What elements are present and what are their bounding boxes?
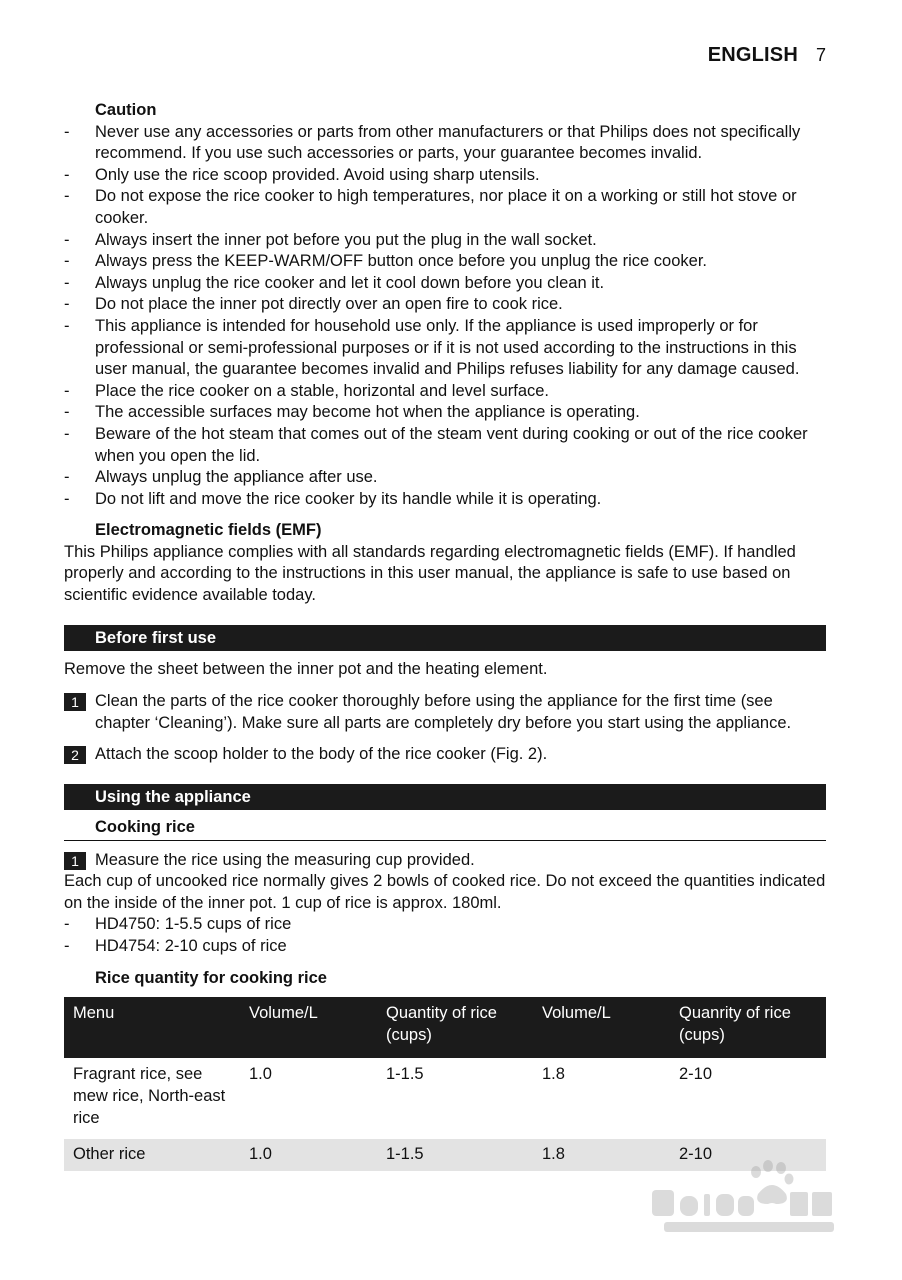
step-number-badge: 1 [64, 693, 86, 711]
list-item: - Never use any accessories or parts from other manufacturers or that Philips does not specifically recommend. If you use such accessories or parts, your guarantee becomes invalid. [64, 122, 826, 165]
column-header: Menu [64, 997, 240, 1058]
table-cell: 1.8 [542, 1065, 565, 1084]
language-label: ENGLISH [707, 44, 798, 66]
table-cell: 2-10 [670, 1139, 826, 1171]
step-1 [64, 691, 826, 734]
cooking-paragraph: Each cup of uncooked rice normally gives 2 bowls of cooked rice. Do not exceed the quantities indicated on the inside of the inner pot. 1 cup of rice is approx. 180ml. [64, 872, 826, 912]
table-cell: 1.0 [240, 1139, 377, 1171]
list-item: - Do not expose the rice cooker to high temperatures, nor place it on a working or still hot stove or cooker. [64, 186, 826, 229]
cooking-rice-heading: Cooking rice [64, 817, 826, 841]
column-header: Quanrity of rice (cups) [670, 997, 826, 1058]
list-item: - Only use the rice scoop provided. Avoid using sharp utensils. [64, 165, 826, 187]
table-cell: 1-1.5 [386, 1065, 424, 1084]
baidu-watermark-logo [644, 1150, 840, 1238]
list-item: - Do not place the inner pot directly over an open fire to cook rice. [64, 294, 826, 316]
using-appliance-heading: Using the appliance [64, 784, 826, 810]
table-cell: Fragrant rice, see mew rice, North-east rice [73, 1065, 226, 1127]
list-item: - Do not lift and move the rice cooker by its handle while it is operating. [64, 489, 826, 511]
list-item: - Always unplug the appliance after use. [64, 467, 826, 489]
table-cell: Other rice [64, 1139, 240, 1171]
page-header [708, 44, 826, 67]
table-cell: 2-10 [679, 1065, 713, 1084]
step-text: Measure the rice using the measuring cup provided. [95, 850, 475, 869]
list-item: - Beware of the hot steam that comes out of the steam vent during cooking or out of the rice cooker when you open the lid. [64, 424, 826, 467]
list-item: - Always insert the inner pot before you put the plug in the wall socket. [64, 230, 826, 252]
step-2 [64, 744, 826, 766]
list-item: - Place the rice cooker on a stable, horizontal and level surface. [64, 381, 826, 403]
table-cell: 1.8 [533, 1139, 670, 1171]
model-list [64, 914, 826, 957]
list-item: - Always press the KEEP-WARM/OFF button once before you unplug the rice cooker. [64, 251, 826, 273]
cooking-step-1 [64, 850, 826, 872]
list-item: - HD4754: 2-10 cups of rice [64, 936, 826, 958]
emf-paragraph: This Philips appliance complies with all standards regarding electromagnetic fields (EMF). If handled properly and according to the instructions in this user manual, the appliance is safe to use based on scientific evidence available today. [64, 542, 796, 605]
caution-list [64, 122, 826, 511]
rice-quantity-table [64, 997, 826, 1171]
before-first-use-intro: Remove the sheet between the inner pot and the heating element. [64, 659, 548, 678]
list-item: - The accessible surfaces may become hot when the appliance is operating. [64, 402, 826, 424]
page-number: 7 [815, 45, 826, 65]
emf-heading: Electromagnetic fields (EMF) [95, 521, 322, 540]
column-header: Volume/L [533, 997, 670, 1058]
table-row [64, 1058, 826, 1139]
column-header: Quantity of rice (cups) [377, 997, 533, 1058]
step-number-badge: 2 [64, 746, 86, 764]
before-first-use-heading: Before first use [64, 625, 826, 651]
step-text: Attach the scoop holder to the body of the rice cooker (Fig. 2). [95, 745, 548, 764]
step-text: Clean the parts of the rice cooker thoroughly before using the appliance for the first time (see chapter ‘Cleaning’). Make sure all parts are completely dry before you start using the appliance. [95, 692, 792, 732]
column-header: Volume/L [240, 997, 377, 1058]
list-item: - Always unplug the rice cooker and let it cool down before you clean it. [64, 273, 826, 295]
step-number-badge: 1 [64, 852, 86, 870]
list-item: - This appliance is intended for household use only. If the appliance is used improperly or for professional or semi-professional purposes or if it is not used according to the instructions in this user manual, the guarantee becomes invalid and Philips refuses liability for any damage caused. [64, 316, 826, 381]
list-item: - HD4750: 1-5.5 cups of rice [64, 914, 826, 936]
caution-heading: Caution [95, 101, 157, 119]
table-title: Rice quantity for cooking rice [95, 968, 327, 987]
page-content [64, 100, 826, 1171]
table-header-row [64, 997, 826, 1058]
table-cell: 1-1.5 [377, 1139, 533, 1171]
table-cell: 1.0 [249, 1065, 272, 1084]
